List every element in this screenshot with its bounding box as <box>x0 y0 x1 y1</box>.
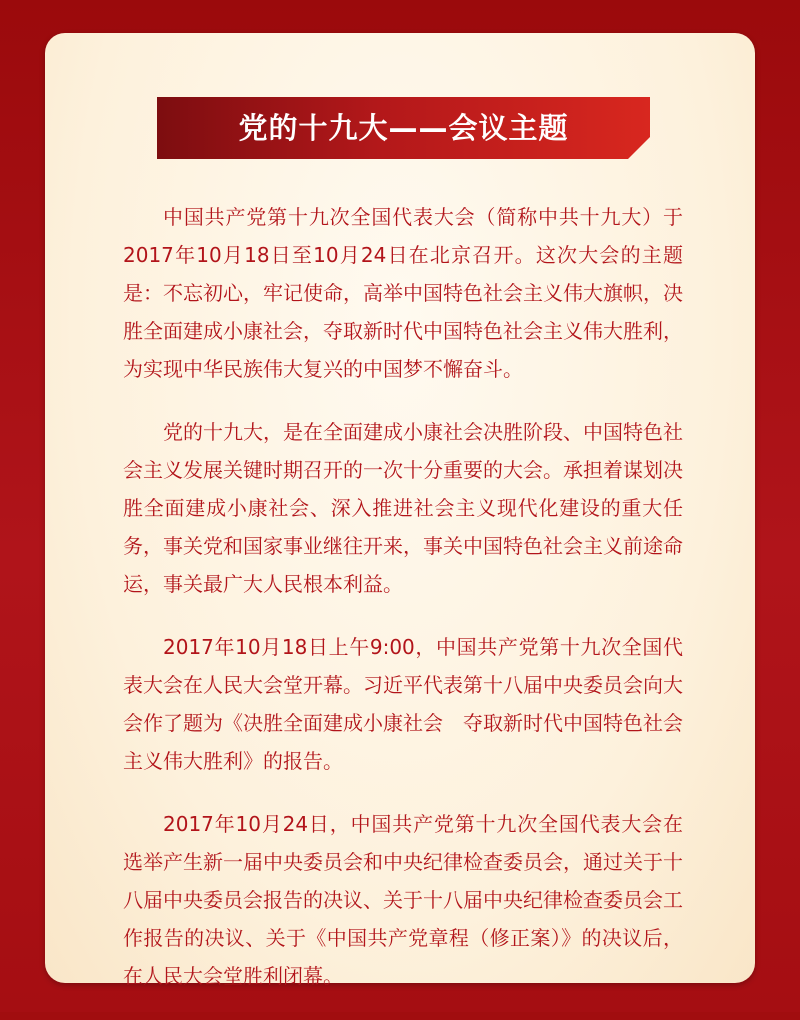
paragraph-significance: 党的十九大，是在全面建成小康社会决胜阶段、中国特色社会主义发展关键时期召开的一次十分重要的大会。承担着谋划决胜全面建成小康社会、深入推进社会主义现代化建设的重大任务，事关党和国家事业继往开来，事关中国特色社会主义前途命运，事关最广大人民根本利益。 <box>123 420 683 596</box>
paragraph-closing: 2017年10月24日，中国共产党第十九次全国代表大会在选举产生新一届中央委员会和中央纪律检查委员会，通过关于十八届中央委员会报告的决议、关于十八届中央纪律检查委员会工作报告的决议、关于《中国共产党章程（修正案）》的决议后，在人民大会堂胜利闭幕。 <box>123 812 683 988</box>
paragraph-opening: 2017年10月18日上午9:00，中国共产党第十九次全国代表大会在人民大会堂开幕。习近平代表第十八届中央委员会向大会作了题为《决胜全面建成小康社会 夺取新时代中国特色社会主义伟大胜利》的报告。 <box>123 635 683 773</box>
banner-title: 党的十九大——会议主题 <box>238 111 569 145</box>
article-body <box>123 198 683 1020</box>
title-banner <box>157 97 650 159</box>
paragraph-theme: 中国共产党第十九次全国代表大会（简称中共十九大）于2017年10月18日至10月24日在北京召开。这次大会的主题是：不忘初心，牢记使命，高举中国特色社会主义伟大旗帜，决胜全面建成小康社会，夺取新时代中国特色社会主义伟大胜利，为实现中华民族伟大复兴的中国梦不懈奋斗。 <box>123 205 683 381</box>
